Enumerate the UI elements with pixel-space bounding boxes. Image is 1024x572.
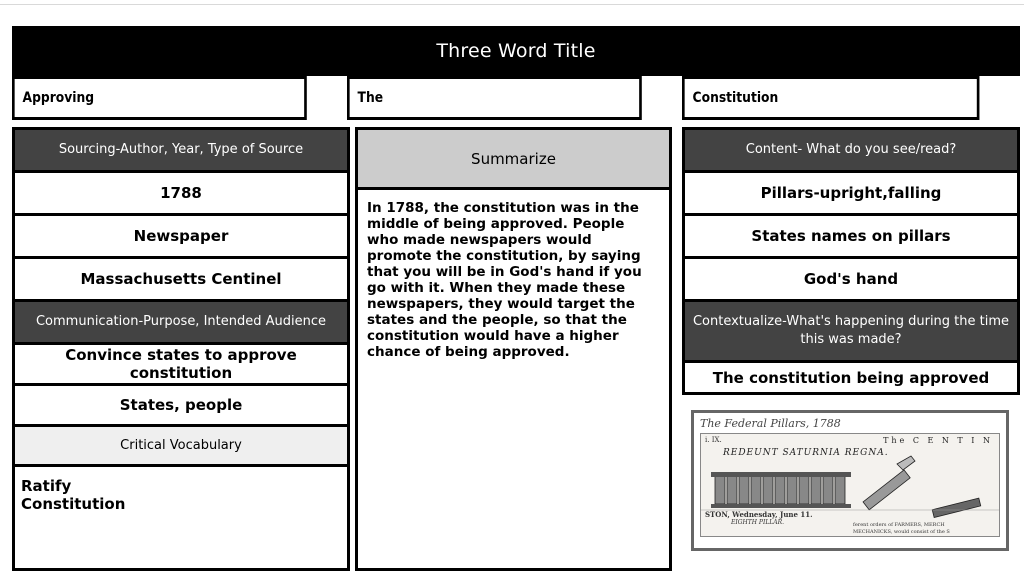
vocab-header: Critical Vocabulary [15,427,347,464]
image-caption: The Federal Pillars, 1788 [700,417,841,430]
content-header: Content- What do you see/read? [685,130,1017,170]
image-dateline: STON, Wednesday, June 11. [705,510,813,519]
vocab-list [15,467,347,568]
word-1: Approving [22,90,95,106]
word-cell-3 [682,76,979,120]
summary-text: In 1788, the constitution was in the middle of being approved. People who made newspapers would promote the constitution, by saying that you will be in God's hand if you go with it. When they made these newspapers, they would target the states and the people, so that the constitution would have a higher chance of being approved. [358,190,669,568]
content-item-2: States names on pillars [685,216,1017,256]
word-cell-1 [12,76,307,120]
sourcing-column [12,127,350,571]
image-line-4: ferent orders of FARMERS, MERCH [853,522,945,528]
pillars-cartoon [700,433,1000,537]
page-title: Three Word Title [12,26,1020,76]
content-item-3: God's hand [685,259,1017,299]
communication-header: Communication-Purpose, Intended Audience [15,302,347,342]
image-paper-name: The C E N T I N [883,436,993,445]
source-type: Newspaper [15,216,347,256]
word-cell-2 [347,76,642,120]
source-audience: States, people [15,386,347,424]
summary-header: Summarize [358,130,669,187]
source-purpose: Convince states to approve constitution [15,345,347,383]
image-issue: i. IX. [705,436,722,444]
vocab-term-1: Ratify [21,477,72,495]
content-item-1: Pillars-upright,falling [685,173,1017,213]
source-year: 1788 [15,173,347,213]
top-divider [0,4,1024,5]
vocab-term-2: Constitution [21,495,126,513]
image-line-3: MECHANICKS, would consist of the S [853,529,950,535]
content-column [682,127,1020,395]
image-motto: REDEUNT SATURNIA REGNA. [723,448,889,458]
context-header: Contextualize-What's happening during the time this was made? [685,302,1017,360]
context-item-1: The constitution being approved [685,363,1017,392]
word-2: The [357,90,384,106]
federal-pillars-image [691,410,1009,551]
word-3: Constitution [692,90,779,106]
source-author: Massachusetts Centinel [15,259,347,299]
sourcing-header: Sourcing-Author, Year, Type of Source [15,130,347,170]
image-subhead: EIGHTH PILLAR. [731,519,785,526]
summary-column [355,127,672,571]
